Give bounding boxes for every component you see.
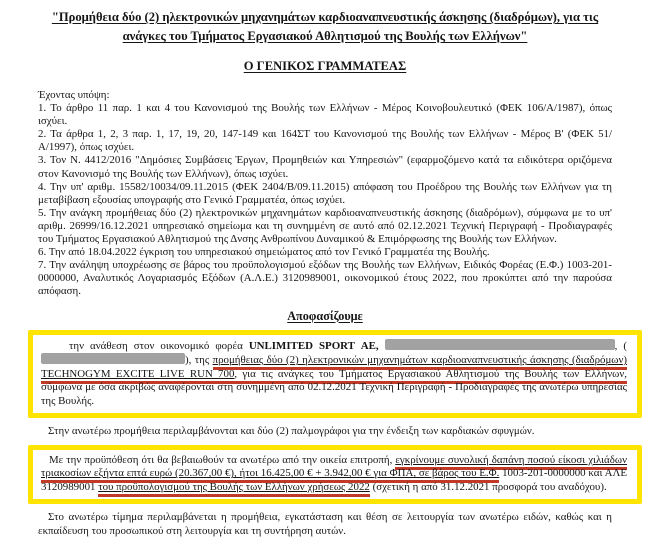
award-separator-2: ), της [185,354,213,367]
closing-paragraph: Στο ανωτέρω τίμημα περιλαμβάνεται η προμήθεια, εγκατάσταση και θέση σε λειτουργία των ανωτέρω ειδών, καθώς και η εκπαίδευση του προσωπικού στη λειτουργία και τη συντήρηση αυτών. [38,511,612,537]
consideration-item-6: 6. Την από 18.04.2022 έγκριση του υπηρεσιακού σημειώματος από τον Γενικό Γραμματέα της Βουλής. [38,246,490,259]
expense-offer-note: (σχετική η από 31.12.2021 προσφορά του αναδόχου). [369,480,607,493]
pulse-note-paragraph: Στην ανωτέρω προμήθεια περιλαμβάνονται και δύο (2) παλμογράφοι για την ένδειξη των καρδιακών σφυγμών. [48,425,535,438]
consideration-item-1: 1. Το άρθρο 11 παρ. 1 και 4 του Κανονισμού της Βουλής των Ελλήνων - Μέρος Κοινοβουλευτικό (ΦΕΚ 106/Α/1987), όπως ισχύει. [38,102,612,128]
consideration-item-3: 3. Τον Ν. 4412/2016 "Δημόσιες Συμβάσεις Έργων, Προμηθειών και Υπηρεσιών" (εφαρμοζόμενο κατά τα ειδικότερα οριζόμενα στον Κανονισμό της Βουλής των Ελλήνων), όπως ισχύει. [38,154,612,180]
award-paragraph [41,339,627,409]
expense-budget-year: του προϋπολογισμού της Βουλής των Ελλήνων χρήσεως 2022 [98,481,370,497]
redaction-bar-contact-details [41,353,185,364]
award-purpose: , για τις ανάγκες του Τμήματος Εργασιακού Αθλητισμού της Βουλής των Ελλήνων, [234,368,627,384]
document-title: "Προμήθεια δύο (2) ηλεκτρονικών μηχανημάτων καρδιοαναπνευστικής άσκησης (διαδρόμων), για τις ανάγκες του Τμήματος Εργασιακού Αθλητισμού της Βουλής των Ελλήνων" [51,10,599,43]
expense-intro: Με την προϋπόθεση ότι θα βεβαιωθούν τα ανωτέρω από την οικεία επιτροπή, [49,453,396,466]
considerations-intro: Έχοντας υπόψη: [38,89,110,101]
considerations-list [38,102,612,298]
consideration-item-5: 5. Την ανάγκη προμήθειας δύο (2) ηλεκτρονικών μηχανημάτων καρδιοαναπνευστικής άσκησης (διαδρόμων), σύμφωνα με το υπ' αριθμ. 26999/16.12.2021 υπηρεσιακό σημείωμα και τη συνημμένη σε αυτό από 02.12.2021 Τεχνική Περιγραφή - Προδιαγραφές του Τμήματος Εργασιακού Αθλητισμού της Δνσης Ανθρωπίνου Δυναμικού & Επιμόρφωσης της Βουλής των Ελλήνων. [38,206,612,246]
contractor-name: UNLIMITED SPORT ΑΕ, [248,339,385,352]
highlight-box-award [28,330,642,419]
award-subject: προμήθειας δύο (2) ηλεκτρονικών μηχανημάτων καρδιοαναπνευστικής άσκησης (διαδρόμων) TECHNOGYM EXCITE LIVE RUN 700 [41,354,627,384]
consideration-item-4: 4. Την υπ' αριθμ. 15582/10034/09.11.2015 (ΦΕΚ 2404/Β/09.11.2015) απόφαση του Προέδρου της Βουλής των Ελλήνων για τη μεταβίβαση εξουσίας υπογραφής στο Γενικό Γραμματέα, όπως ισχύει. [38,180,612,206]
highlight-box-expense [28,445,642,505]
consideration-item-7: 7. Την ανάληψη υποχρέωσης σε βάρος του προϋπολογισμού εξόδων της Βουλής των Ελλήνων, Ειδικός Φορέας (Ε.Φ.) 1003-201-0000000, Αναλυτικός Λογαριασμός Εξόδων (Α.Λ.Ε.) 3120989001, οικονομικού έτους 2022, που προκύπτει από την παρούσα απόφαση. [38,259,612,298]
decision-heading: Αποφασίζουμε [287,308,363,323]
award-intro: την ανάθεση στον οικονομικό φορέα [69,339,249,352]
redaction-bar-company-details [385,339,615,350]
award-terms: σύμφωνα με όσα ακριβώς αναφέρονται στη συνημμένη από 02.12.2021 Τεχνική Περιγραφή - Προδιαγραφές της ανωτέρω υπηρεσίας της Βουλής. [41,381,627,407]
general-secretary-heading: Ο ΓΕΝΙΚΟΣ ΓΡΑΜΜΑΤΕΑΣ [243,59,407,73]
expense-budget-codes: 1003-201-0000000 και ΑΛΕ 3120989001 [41,467,627,493]
expense-paragraph [41,454,627,495]
expense-approval-amount: εγκρίνουμε συνολική δαπάνη ποσού είκοσι χιλιάδων τριακοσίων εξήντα επτά ευρώ (20.367,00 €), ήτοι 16.425,00 € + 3.942,00 € για ΦΠΑ, σε βάρος του Ε.Φ. [41,454,627,484]
award-separator: , ( [614,339,628,352]
consideration-item-2: 2. Τα άρθρα 1, 2, 3 παρ. 1, 17, 19, 20, 147-149 και 164ΣΤ του Κανονισμού της Βουλής των Ελλήνων - Μέρος Β' (ΦΕΚ 51/Α/1997), όπως ισχύει. [38,128,612,154]
document-content [0,8,650,538]
